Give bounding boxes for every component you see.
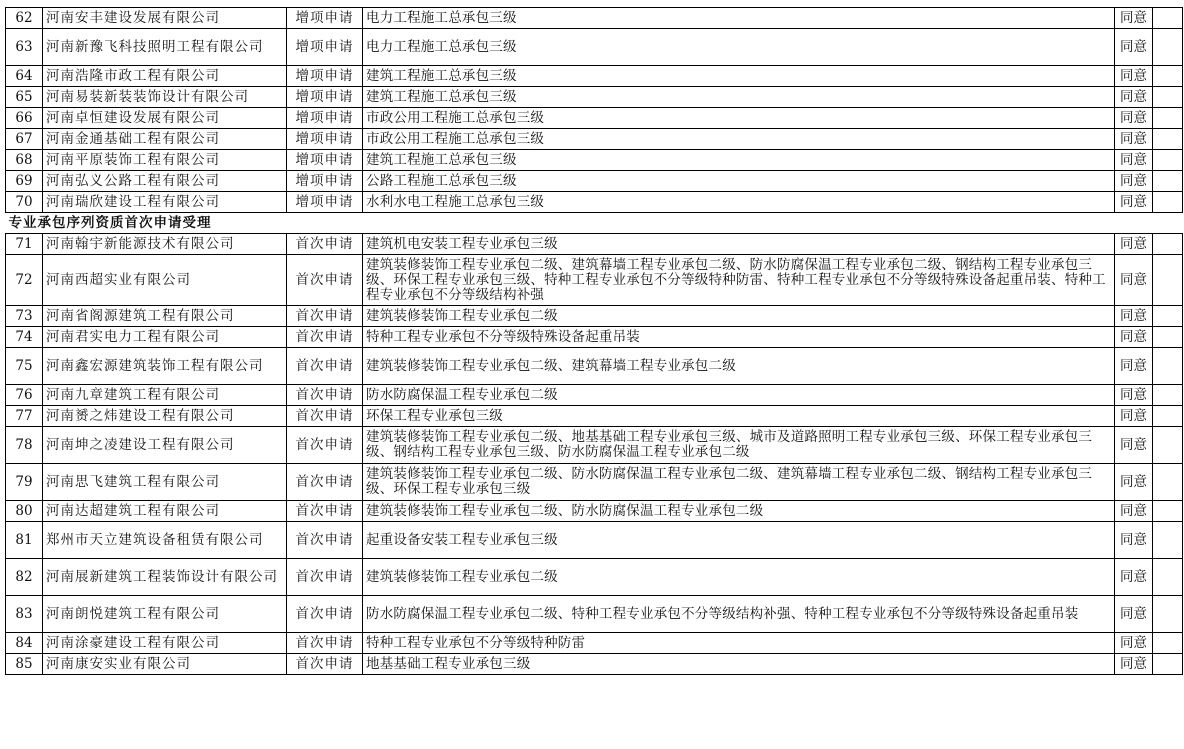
company-name: 河南康安实业有限公司 [43,654,287,675]
table-row [6,501,1183,522]
application-type: 首次申请 [287,633,363,654]
review-result: 同意 [1115,559,1153,596]
review-result: 同意 [1115,327,1153,348]
remark-cell [1153,464,1183,501]
company-name: 河南浩隆市政工程有限公司 [43,66,287,87]
row-number: 78 [6,427,43,464]
remark-cell [1153,654,1183,675]
company-name: 河南卓恒建设发展有限公司 [43,108,287,129]
remark-cell [1153,192,1183,213]
qualification-scope: 防水防腐保温工程专业承包二级、特种工程专业承包不分等级结构补强、特种工程专业承包不分等级特殊设备起重吊装 [363,596,1115,633]
table-row [6,654,1183,675]
row-number: 85 [6,654,43,675]
review-result: 同意 [1115,8,1153,29]
company-name: 河南君实电力工程有限公司 [43,327,287,348]
table-row [6,66,1183,87]
row-number: 73 [6,306,43,327]
review-result: 同意 [1115,633,1153,654]
row-number: 79 [6,464,43,501]
qualification-scope: 地基基础工程专业承包三级 [363,654,1115,675]
qualification-scope: 建筑工程施工总承包三级 [363,150,1115,171]
company-name: 河南新豫飞科技照明工程有限公司 [43,29,287,66]
qualification-scope: 水利水电工程施工总承包三级 [363,192,1115,213]
qualification-scope: 建筑装修装饰工程专业承包二级、地基基础工程专业承包三级、城市及道路照明工程专业承包三级、环保工程专业承包三级、钢结构工程专业承包三级、防水防腐保温工程专业承包二级 [363,427,1115,464]
qualification-scope: 建筑工程施工总承包三级 [363,87,1115,108]
review-result: 同意 [1115,129,1153,150]
table-row [6,234,1183,255]
row-number: 66 [6,108,43,129]
remark-cell [1153,559,1183,596]
review-result: 同意 [1115,255,1153,306]
company-name: 河南易装新装装饰设计有限公司 [43,87,287,108]
remark-cell [1153,171,1183,192]
application-type: 增项申请 [287,108,363,129]
table-row [6,87,1183,108]
qualification-scope: 建筑装修装饰工程专业承包二级、建筑幕墙工程专业承包二级、防水防腐保温工程专业承包二级、钢结构工程专业承包三级、环保工程专业承包三级、特种工程专业承包不分等级特种防雷、特种工程专业承包不分等级特殊设备起重吊装、特种工程专业承包不分等级结构补强 [363,255,1115,306]
row-number: 72 [6,255,43,306]
application-type: 增项申请 [287,29,363,66]
application-type: 增项申请 [287,87,363,108]
review-result: 同意 [1115,234,1153,255]
company-name: 河南坤之凌建设工程有限公司 [43,427,287,464]
qualification-scope: 建筑机电安装工程专业承包三级 [363,234,1115,255]
company-name: 河南平原装饰工程有限公司 [43,150,287,171]
table-row [6,406,1183,427]
table-section-first-applications [6,213,1183,234]
application-type: 首次申请 [287,596,363,633]
review-result: 同意 [1115,654,1153,675]
qualification-scope: 建筑装修装饰工程专业承包二级 [363,306,1115,327]
company-name: 郑州市天立建筑设备租赁有限公司 [43,522,287,559]
remark-cell [1153,108,1183,129]
company-name: 河南九章建筑工程有限公司 [43,385,287,406]
application-type: 增项申请 [287,129,363,150]
table-row [6,559,1183,596]
qualification-table [5,7,1183,675]
table-row [6,427,1183,464]
application-type: 增项申请 [287,66,363,87]
review-result: 同意 [1115,464,1153,501]
review-result: 同意 [1115,522,1153,559]
company-name: 河南达超建筑工程有限公司 [43,501,287,522]
remark-cell [1153,150,1183,171]
table-row [6,464,1183,501]
application-type: 首次申请 [287,327,363,348]
table-row [6,192,1183,213]
remark-cell [1153,385,1183,406]
qualification-scope: 建筑工程施工总承包三级 [363,66,1115,87]
qualification-scope: 特种工程专业承包不分等级特种防雷 [363,633,1115,654]
table-row [6,327,1183,348]
table-row [6,29,1183,66]
qualification-scope: 建筑装修装饰工程专业承包二级 [363,559,1115,596]
review-result: 同意 [1115,385,1153,406]
review-result: 同意 [1115,427,1153,464]
row-number: 68 [6,150,43,171]
table-row [6,108,1183,129]
company-name: 河南省阁源建筑工程有限公司 [43,306,287,327]
table-row [6,306,1183,327]
application-type: 首次申请 [287,306,363,327]
row-number: 82 [6,559,43,596]
review-result: 同意 [1115,306,1153,327]
application-type: 首次申请 [287,255,363,306]
row-number: 71 [6,234,43,255]
company-name: 河南朗悦建筑工程有限公司 [43,596,287,633]
company-name: 河南展新建筑工程装饰设计有限公司 [43,559,287,596]
company-name: 河南鑫宏源建筑装饰工程有限公司 [43,348,287,385]
application-type: 首次申请 [287,464,363,501]
qualification-scope: 特种工程专业承包不分等级特殊设备起重吊装 [363,327,1115,348]
table-row [6,522,1183,559]
review-result: 同意 [1115,501,1153,522]
qualification-scope: 建筑装修装饰工程专业承包二级、防水防腐保温工程专业承包二级 [363,501,1115,522]
table-row [6,385,1183,406]
application-type: 首次申请 [287,406,363,427]
remark-cell [1153,255,1183,306]
application-type: 首次申请 [287,234,363,255]
table-row [6,348,1183,385]
qualification-scope: 市政公用工程施工总承包三级 [363,108,1115,129]
row-number: 83 [6,596,43,633]
application-type: 首次申请 [287,348,363,385]
review-result: 同意 [1115,108,1153,129]
remark-cell [1153,596,1183,633]
section-title: 专业承包序列资质首次申请受理 [6,213,1183,234]
company-name: 河南涂豪建设工程有限公司 [43,633,287,654]
application-type: 首次申请 [287,501,363,522]
company-name: 河南金通基础工程有限公司 [43,129,287,150]
row-number: 75 [6,348,43,385]
row-number: 81 [6,522,43,559]
row-number: 64 [6,66,43,87]
row-number: 80 [6,501,43,522]
row-number: 63 [6,29,43,66]
remark-cell [1153,501,1183,522]
company-name: 河南瑞欣建设工程有限公司 [43,192,287,213]
review-result: 同意 [1115,406,1153,427]
row-number: 69 [6,171,43,192]
application-type: 首次申请 [287,385,363,406]
row-number: 65 [6,87,43,108]
table-row [6,255,1183,306]
review-result: 同意 [1115,29,1153,66]
remark-cell [1153,633,1183,654]
remark-cell [1153,8,1183,29]
review-result: 同意 [1115,66,1153,87]
company-name: 河南赟之炜建设工程有限公司 [43,406,287,427]
table-row [6,171,1183,192]
company-name: 河南西超实业有限公司 [43,255,287,306]
remark-cell [1153,306,1183,327]
table-row [6,129,1183,150]
qualification-scope: 电力工程施工总承包三级 [363,29,1115,66]
qualification-scope: 防水防腐保温工程专业承包二级 [363,385,1115,406]
application-type: 增项申请 [287,192,363,213]
qualification-scope: 电力工程施工总承包三级 [363,8,1115,29]
application-type: 首次申请 [287,654,363,675]
qualification-scope: 建筑装修装饰工程专业承包二级、防水防腐保温工程专业承包二级、建筑幕墙工程专业承包二级、钢结构工程专业承包三级、环保工程专业承包三级 [363,464,1115,501]
qualification-scope: 公路工程施工总承包三级 [363,171,1115,192]
row-number: 84 [6,633,43,654]
company-name: 河南思飞建筑工程有限公司 [43,464,287,501]
row-number: 77 [6,406,43,427]
table-row [6,596,1183,633]
remark-cell [1153,29,1183,66]
remark-cell [1153,234,1183,255]
row-number: 62 [6,8,43,29]
remark-cell [1153,427,1183,464]
application-type: 增项申请 [287,171,363,192]
table-row [6,150,1183,171]
company-name: 河南安丰建设发展有限公司 [43,8,287,29]
application-type: 增项申请 [287,150,363,171]
table-row [6,633,1183,654]
row-number: 76 [6,385,43,406]
review-result: 同意 [1115,87,1153,108]
table-body-additions [6,8,1183,213]
application-type: 首次申请 [287,522,363,559]
remark-cell [1153,129,1183,150]
qualification-scope: 建筑装修装饰工程专业承包二级、建筑幕墙工程专业承包二级 [363,348,1115,385]
remark-cell [1153,522,1183,559]
application-type: 首次申请 [287,427,363,464]
review-result: 同意 [1115,150,1153,171]
remark-cell [1153,348,1183,385]
remark-cell [1153,327,1183,348]
company-name: 河南翰宇新能源技术有限公司 [43,234,287,255]
row-number: 70 [6,192,43,213]
table-body-first-applications [6,234,1183,675]
remark-cell [1153,406,1183,427]
qualification-scope: 环保工程专业承包三级 [363,406,1115,427]
company-name: 河南弘义公路工程有限公司 [43,171,287,192]
review-result: 同意 [1115,192,1153,213]
row-number: 74 [6,327,43,348]
qualification-scope: 市政公用工程施工总承包三级 [363,129,1115,150]
row-number: 67 [6,129,43,150]
remark-cell [1153,66,1183,87]
qualification-scope: 起重设备安装工程专业承包三级 [363,522,1115,559]
review-result: 同意 [1115,596,1153,633]
table-row [6,8,1183,29]
application-type: 增项申请 [287,8,363,29]
application-type: 首次申请 [287,559,363,596]
review-result: 同意 [1115,348,1153,385]
review-result: 同意 [1115,171,1153,192]
section-header-row [6,213,1183,234]
remark-cell [1153,87,1183,108]
